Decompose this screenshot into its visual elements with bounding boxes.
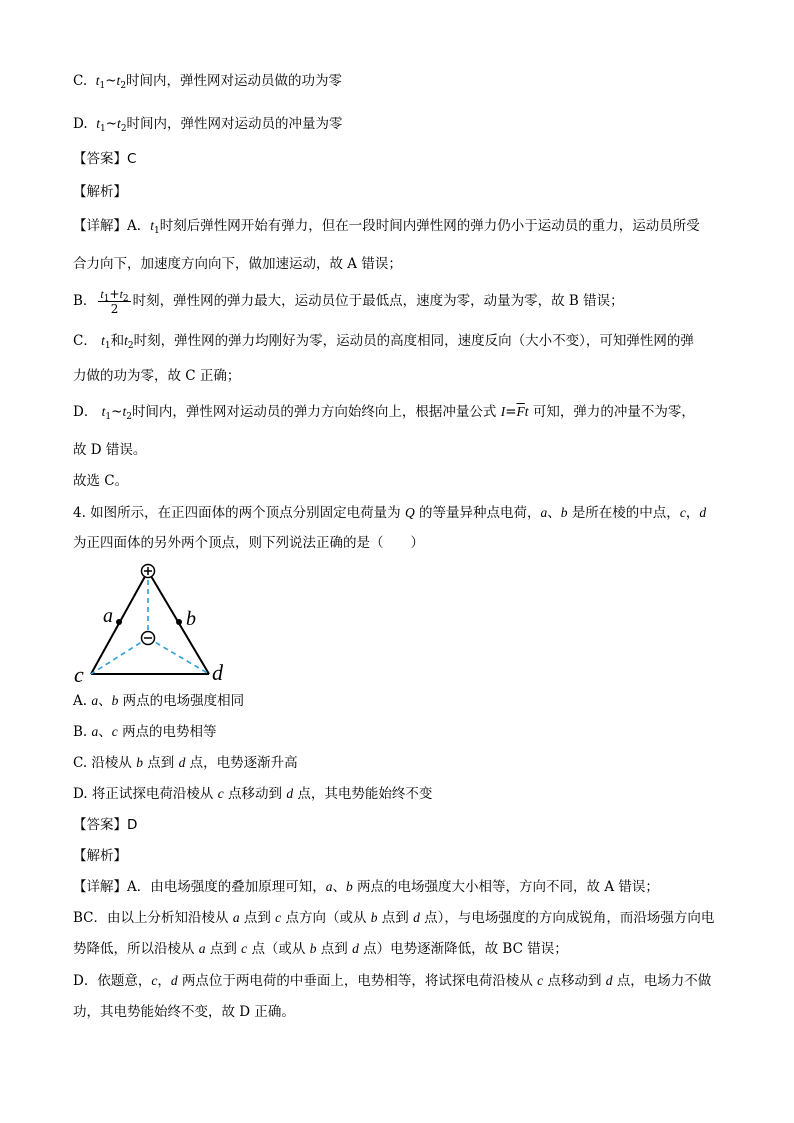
q3-option-d: D. $t_1\sim t_2$时间内，弹性网对运动员的冲量为零 <box>73 116 343 134</box>
label-b: b <box>186 608 196 630</box>
q3-detail-c-line1: C． $t_1$和$t_2$时刻，弹性网的弹力均刚好为零，运动员的高度相同，速度反向（大小不变），可知弹性网的弹 <box>73 333 694 351</box>
q3-option-c: C. $t_1\sim t_2$时间内，弹性网对运动员做的功为零 <box>73 73 343 91</box>
q3-detail-a-line2: 合力向下，加速度方向向下，做加速运动，故 A 错误； <box>73 256 402 272</box>
q4-detail-a: 【详解】A．由电场强度的叠加原理可知，a、b 两点的电场强度大小相等，方向不同，故 A 错误； <box>73 879 659 895</box>
q4-detail-bc-line2: 势降低，所以沿棱从 a 点到 c 点（或从 b 点到 d 点）电势逐渐降低，故 BC 错误； <box>73 941 568 957</box>
point-a-dot <box>116 619 122 625</box>
q3-answer: 【答案】C <box>73 151 137 167</box>
q4-detail-d-line2: 功，其电势能始终不变，故 D 正确。 <box>73 1004 295 1020</box>
label-a: a <box>103 605 113 627</box>
q4-option-a: A. a、b 两点的电场强度相同 <box>73 693 245 709</box>
label-c: c <box>74 662 84 684</box>
dashed-edge-bottom-d <box>148 638 209 674</box>
q3-detail-b: B． $\frac{t_1+t_2}{2}$ 时刻，弹性网的弹力最大，运动员位于最低点，速度为零，动量为零，故 B 错误； <box>73 287 624 316</box>
q3-detail-a-line1: 【详解】A．$t_1$时刻后弹性网开始有弹力，但在一段时间内弹性网的弹力仍小于运动员的重力，运动员所受 <box>73 218 700 236</box>
q4-detail-bc-line1: BC．由以上分析知沿棱从 a 点到 c 点方向（或从 b 点到 d 点），与电场强度的方向成锐角，而沿场强方向电 <box>73 910 715 926</box>
point-b-dot <box>176 619 182 625</box>
tetrahedron-figure <box>74 562 234 684</box>
q3-analysis-label: 【解析】 <box>73 184 127 200</box>
q4-option-b: B. a、c 两点的电势相等 <box>73 724 217 740</box>
q4-option-c: C. 沿棱从 b 点到 d 点，电势逐渐升高 <box>73 755 298 771</box>
fraction: $\frac{t_1+t_2}{2}$ <box>100 287 129 316</box>
q4-stem-line1: 4. 如图所示，在正四面体的两个顶点分别固定电荷量为 Q 的等量异种点电荷，a、b 是所在棱的中点，c，d <box>73 505 707 521</box>
q4-detail-d-line1: D．依题意，c，d 两点位于两电荷的中垂面上，电势相等，将试探电荷沿棱从 c 点移动到 d 点，电场力不做 <box>73 973 712 989</box>
q3-detail-d-line2: 故 D 错误。 <box>73 442 147 458</box>
q3-detail-d-line1: D． $t_1\sim t_2$时间内，弹性网对运动员的弹力方向始终向上，根据冲量公式 $I=\overline{F}t$ 可知，弹力的冲量不为零， <box>73 404 695 422</box>
q3-detail-c-line2: 力做的功为零，故 C 正确； <box>73 368 241 384</box>
q4-answer: 【答案】D <box>73 817 138 833</box>
q4-analysis-label: 【解析】 <box>73 848 127 864</box>
q4-stem-line2: 为正四面体的另外两个顶点，则下列说法正确的是（ ） <box>73 535 424 551</box>
dashed-edge-bottom-c <box>91 638 148 674</box>
q3-choice: 故选 C。 <box>73 473 129 489</box>
q4-option-d: D. 将正试探电荷沿棱从 c 点移动到 d 点，其电势能始终不变 <box>73 786 433 802</box>
label-d: d <box>212 660 223 684</box>
